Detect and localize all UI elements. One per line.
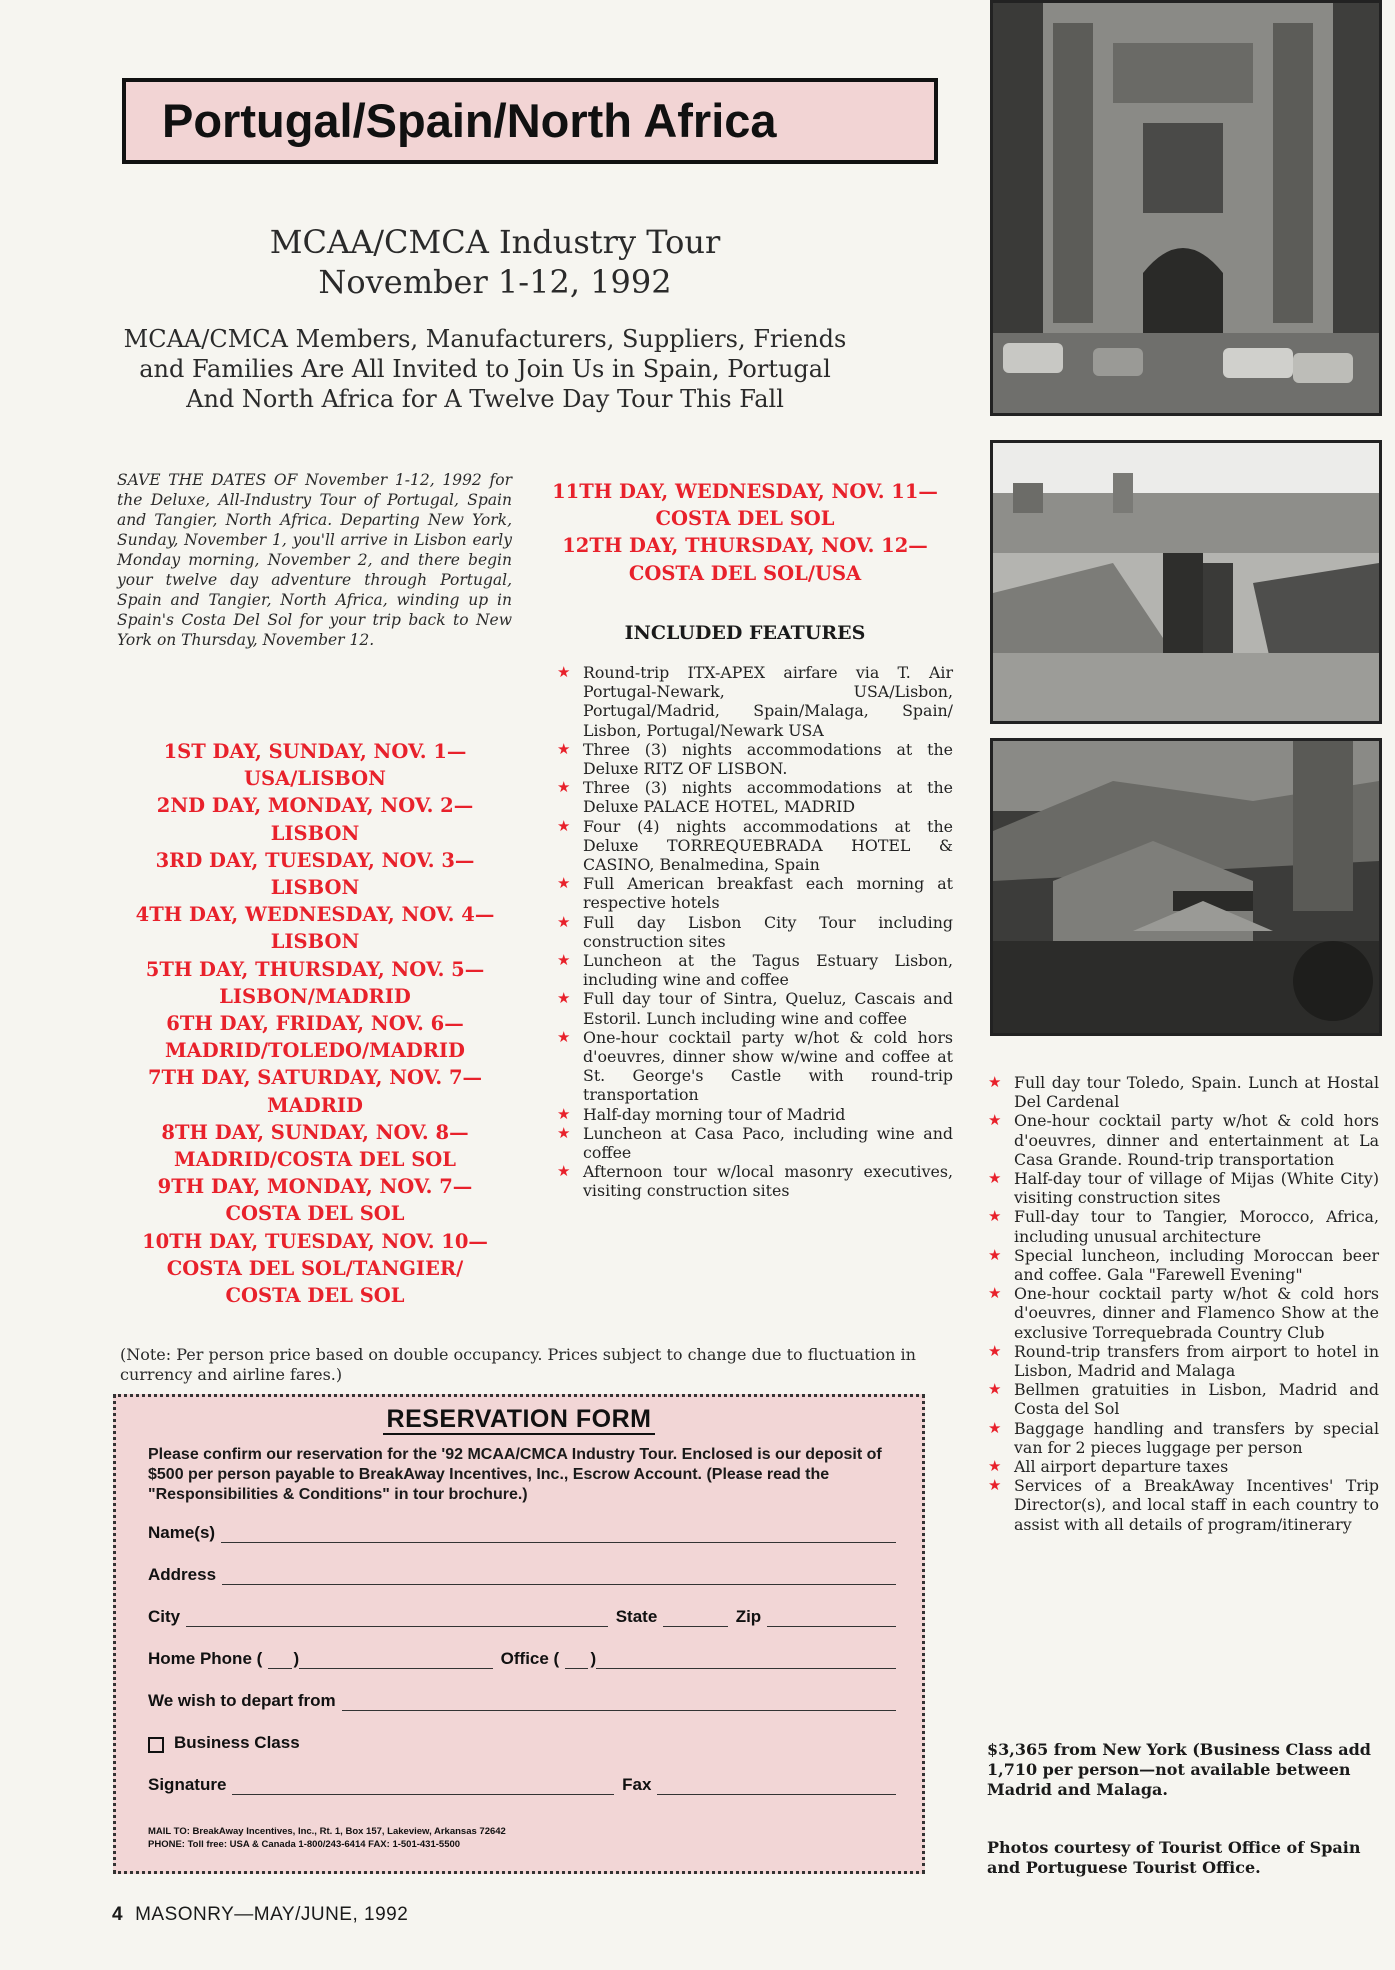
itinerary-line: MADRID/COSTA DEL SOL [174, 1148, 456, 1172]
itinerary-right [540, 478, 950, 587]
star-bullet-icon: ★ [557, 912, 571, 931]
feature-item: ★ Bellmen gratuities in Lisbon, Madrid and Costa del Sol [988, 1380, 1379, 1419]
feature-item: ★ Half-day tour of village of Mijas (White City) visiting construction sites [988, 1169, 1379, 1208]
home-phone-field[interactable] [299, 1650, 492, 1669]
form-title: RESERVATION FORM [116, 1405, 922, 1434]
zip-field[interactable] [767, 1608, 896, 1627]
feature-item: ★ Three (3) nights accommodations at the Deluxe PALACE HOTEL, MADRID [557, 778, 953, 817]
star-bullet-icon: ★ [557, 1162, 571, 1181]
feature-item: ★ Services of a BreakAway Incentives' Trip Director(s), and local staff in each country to assist with all details of program/itinerary [988, 1476, 1379, 1534]
feature-item: ★ Three (3) nights accommodations at the Deluxe RITZ OF LISBON. [557, 739, 953, 779]
rooftops-photo-image [993, 741, 1379, 1033]
home-phone-area-field[interactable] [268, 1650, 291, 1669]
star-bullet-icon: ★ [557, 1123, 571, 1142]
tour-invite: MCAA/CMCA Members, Manufacturers, Suppliers, Friends and Families Are All Invited to Join Us in Spain, Portugal And North Africa for A Twelve Day Tour This Fall [123, 325, 847, 413]
feature-item: ★ Full American breakfast each morning at respective hotels [557, 874, 953, 913]
depart-field[interactable] [342, 1692, 896, 1711]
home-phone-label: Home Phone ( [148, 1649, 263, 1668]
feature-item: ★ Luncheon at Casa Paco, including wine and coffee [557, 1123, 953, 1163]
itinerary-line: LISBON [270, 876, 360, 900]
itinerary-line: COSTA DEL SOL [225, 1284, 405, 1308]
address-label: Address [148, 1565, 217, 1584]
star-bullet-icon: ★ [988, 1457, 1002, 1476]
star-bullet-icon: ★ [988, 1207, 1002, 1226]
itinerary-line: 10TH DAY, TUESDAY, NOV. 10— [142, 1229, 488, 1253]
itinerary-line: 12TH DAY, THURSDAY, NOV. 12— [562, 534, 928, 558]
home-phone-paren: ) [293, 1649, 300, 1668]
itinerary-line: 6TH DAY, FRIDAY, NOV. 6— [166, 1012, 464, 1036]
feature-item: ★ Luncheon at the Tagus Estuary Lisbon, including wine and coffee [557, 951, 953, 990]
phone-line: PHONE: Toll free: USA & Canada 1-800/243-6414 FAX: 1-501-431-5500 [148, 1839, 461, 1850]
star-bullet-icon: ★ [988, 1380, 1002, 1399]
star-bullet-icon: ★ [988, 1073, 1002, 1091]
feature-item: ★ Half-day morning tour of Madrid [557, 1104, 846, 1124]
itinerary-line: 8TH DAY, SUNDAY, NOV. 8— [161, 1120, 469, 1144]
itinerary-line: MADRID [267, 1093, 363, 1117]
state-field[interactable] [663, 1608, 727, 1627]
address-row [148, 1561, 896, 1585]
itinerary-line: 7TH DAY, SATURDAY, NOV. 7— [147, 1066, 483, 1090]
features-list-right [984, 1073, 1379, 1534]
harbor-photo [990, 440, 1382, 724]
star-bullet-icon: ★ [557, 816, 571, 835]
feature-item: ★ All airport departure taxes [988, 1457, 1229, 1477]
business-class-label: Business Class [174, 1733, 300, 1752]
star-bullet-icon: ★ [988, 1245, 1002, 1264]
feature-item: ★ Afternoon tour w/local masonry executives, visiting construction sites [557, 1162, 953, 1201]
names-field[interactable] [221, 1524, 896, 1543]
tour-title [160, 222, 830, 302]
tour-title-line2: November 1-12, 1992 [318, 263, 672, 301]
star-bullet-icon: ★ [557, 1027, 571, 1046]
star-bullet-icon: ★ [557, 989, 571, 1008]
star-bullet-icon: ★ [988, 1284, 1002, 1303]
itinerary-line: 11TH DAY, WEDNESDAY, NOV. 11— [552, 480, 938, 503]
star-bullet-icon: ★ [988, 1476, 1002, 1495]
itinerary-left [110, 738, 520, 1309]
form-intro: Please confirm our reservation for the '92 MCAA/CMCA Industry Tour. Enclosed is our deposit of $500 per person payable to BreakAway Incentives, Inc., Escrow Account. (Please read the "Responsibilities & Conditions" in tour brochure.) [148, 1446, 882, 1503]
depart-label: We wish to depart from [148, 1691, 336, 1710]
feature-item: ★ Round-trip ITX-APEX airfare via T. Air Portugal-Newark, USA/Lisbon, Portugal/Madrid, Spain/Malaga, Spain/ Lisbon, Portugal/Newark USA [557, 663, 953, 740]
star-bullet-icon: ★ [988, 1169, 1002, 1188]
office-area-field[interactable] [565, 1650, 588, 1669]
star-bullet-icon: ★ [557, 663, 571, 681]
itinerary-line: MADRID/TOLEDO/MADRID [165, 1039, 465, 1063]
feature-item: ★ Full day Lisbon City Tour including construction sites [557, 912, 953, 951]
city-field[interactable] [186, 1608, 608, 1627]
star-bullet-icon: ★ [557, 739, 571, 758]
itinerary-line: USA/LISBON [244, 767, 386, 791]
page-footer [112, 1904, 408, 1926]
tour-title-line1: MCAA/CMCA Industry Tour [269, 223, 721, 261]
photo-credit: Photos courtesy of Tourist Office of Spain and Portuguese Tourist Office. [987, 1838, 1361, 1877]
feature-item: ★ Full day tour of Sintra, Queluz, Cascais and Estoril. Lunch including wine and coffee [557, 989, 953, 1028]
itinerary-line: 2ND DAY, MONDAY, NOV. 2— [156, 794, 474, 818]
harbor-photo-image [993, 443, 1379, 721]
page-number: 4 [112, 1904, 124, 1925]
itinerary-line: COSTA DEL SOL/TANGIER/ [166, 1256, 464, 1280]
zip-label: Zip [735, 1607, 762, 1626]
star-bullet-icon: ★ [557, 951, 571, 970]
itinerary-line: COSTA DEL SOL [655, 507, 835, 531]
features-heading: INCLUDED FEATURES [624, 622, 866, 644]
itinerary-line: 4TH DAY, WEDNESDAY, NOV. 4— [135, 903, 495, 927]
feature-item: ★ One-hour cocktail party w/hot & cold hors d'oeuvres, dinner show w/wine and coffee at St. George's Castle with round-trip transportation [557, 1027, 953, 1105]
reservation-form [113, 1394, 925, 1874]
star-bullet-icon: ★ [557, 874, 571, 893]
depart-row [148, 1687, 896, 1711]
itinerary-line: 9TH DAY, MONDAY, NOV. 7— [157, 1175, 473, 1199]
star-bullet-icon: ★ [988, 1418, 1002, 1437]
feature-item: ★ Full day tour Toledo, Spain. Lunch at Hostal Del Cardenal [988, 1073, 1379, 1112]
business-class-row [148, 1729, 896, 1753]
signature-field[interactable] [232, 1776, 614, 1795]
feature-item: ★ Round-trip transfers from airport to hotel in Lisbon, Madrid and Malaga [988, 1341, 1379, 1381]
star-bullet-icon: ★ [557, 1104, 571, 1123]
page-title-banner: Portugal/Spain/North Africa [122, 78, 938, 164]
address-field[interactable] [222, 1566, 896, 1585]
city-row [148, 1603, 896, 1627]
price-info: $3,365 from New York (Business Class add 1,710 per person—not available between Madrid and Malaga. [987, 1740, 1371, 1799]
rooftops-photo [990, 738, 1382, 1036]
feature-item: ★ One-hour cocktail party w/hot & cold hors d'oeuvres, dinner and Flamenco Show at the exclusive Torrequebrada Country Club [988, 1284, 1379, 1342]
business-class-checkbox[interactable] [148, 1737, 164, 1753]
office-phone-field[interactable] [596, 1650, 896, 1669]
feature-item: ★ Special luncheon, including Moroccan beer and coffee. Gala "Farewell Evening" [988, 1245, 1379, 1285]
feature-item: ★ Four (4) nights accommodations at the Deluxe TORREQUEBRADA HOTEL & CASINO, Benalmedina, Spain [557, 816, 953, 875]
price-note: (Note: Per person price based on double occupancy. Prices subject to change due to fluctuation in currency and airline fares.) [120, 1345, 916, 1384]
form-mail-info [148, 1825, 898, 1851]
mail-line: MAIL TO: BreakAway Incentives, Inc., Rt. 1, Box 157, Lakeview, Arkansas 72642 [148, 1826, 506, 1837]
star-bullet-icon: ★ [988, 1111, 1002, 1130]
itinerary-line: 5TH DAY, THURSDAY, NOV. 5— [145, 957, 485, 981]
publication-name: MASONRY—MAY/JUNE, 1992 [135, 1904, 409, 1925]
signature-row [148, 1771, 896, 1795]
features-list-left [553, 663, 953, 1201]
cathedral-photo-image [993, 3, 1379, 413]
signature-label: Signature [148, 1775, 227, 1794]
itinerary-line: LISBON [270, 930, 360, 954]
intro-paragraph: SAVE THE DATES OF November 1-12, 1992 for the Deluxe, All-Industry Tour of Portugal, Spain and Tangier, North Africa. Departing New York, Sunday, November 1, you'll arrive in Lisbon early Monday morning, November 2, and there begin your twelve day adventure through Portugal, Spain and Tangier, North Africa, winding up in Spain's Costa Del Sol for your trip back to New York on Thursday, November 12. [117, 471, 512, 649]
names-label: Name(s) [148, 1523, 216, 1542]
itinerary-line: LISBON [270, 821, 360, 845]
city-label: City [148, 1607, 181, 1626]
cathedral-photo [990, 0, 1382, 416]
itinerary-line: LISBON/MADRID [219, 984, 411, 1008]
office-label: Office ( [500, 1649, 560, 1668]
star-bullet-icon: ★ [988, 1341, 1002, 1360]
state-label: State [615, 1607, 658, 1626]
itinerary-line: COSTA DEL SOL [225, 1202, 405, 1226]
office-paren: ) [590, 1649, 597, 1668]
names-row [148, 1519, 896, 1543]
itinerary-line: 1ST DAY, SUNDAY, NOV. 1— [163, 740, 467, 763]
feature-item: ★ Full-day tour to Tangier, Morocco, Africa, including unusual architecture [988, 1207, 1379, 1246]
fax-label: Fax [622, 1775, 652, 1794]
itinerary-line: 3RD DAY, TUESDAY, NOV. 3— [155, 848, 475, 872]
fax-field[interactable] [657, 1776, 896, 1795]
feature-item: ★ One-hour cocktail party w/hot & cold hors d'oeuvres, dinner and entertainment at La Casa Grande. Round-trip transportation [988, 1111, 1379, 1169]
itinerary-line: COSTA DEL SOL/USA [628, 561, 862, 585]
phone-row [148, 1645, 896, 1669]
star-bullet-icon: ★ [557, 778, 571, 797]
feature-item: ★ Baggage handling and transfers by special van for 2 pieces luggage per person [988, 1418, 1379, 1457]
